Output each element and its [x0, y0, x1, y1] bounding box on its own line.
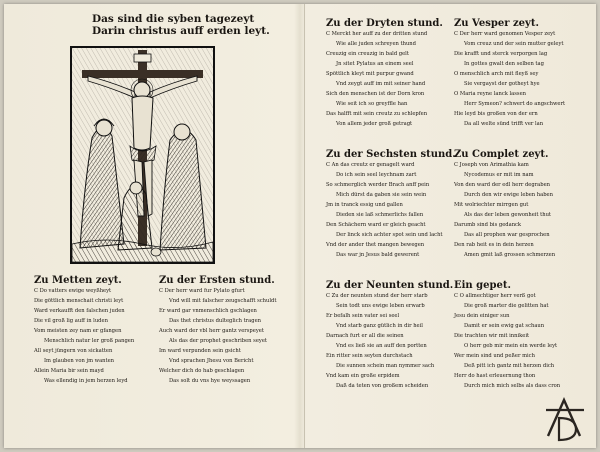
verse-line: O menschlich arch mit fleyß sey: [454, 70, 539, 77]
verse-line: Ward verkaufft den falschen juden: [34, 307, 125, 314]
verse-line: Wie alle juden schreyen thund: [336, 40, 416, 47]
verse-line: Damit er sein ewig gat schaun: [464, 322, 545, 329]
verse-block: [34, 287, 134, 387]
verse-line: Darumb sind bis gedanck: [454, 221, 522, 228]
verse-line: Vnd sprachen Jhesu von Bericht: [169, 357, 254, 364]
crucifixion-woodcut: [70, 46, 215, 264]
title-line-1: Das sind die syben tagezeyt: [92, 13, 255, 25]
verse-line: Vom creuz und der sein mutter geleyt: [464, 40, 564, 47]
verse-line: Durch mich mich selbs als dass cron: [464, 382, 561, 389]
verse-line: Als das der prophet geschriben seyet: [169, 337, 267, 344]
verse-line: Als das der leben gewonheit thut: [464, 211, 552, 218]
verse-block: [326, 161, 456, 261]
verse-line: Jn sitet Pylatus an einem seel: [336, 60, 414, 67]
title-line-2: Darin christus auff erden leyt.: [92, 25, 270, 37]
verse-line: Den rab heit es in dein herzen: [454, 241, 534, 248]
section-heading: Zu der Ersten stund.: [159, 275, 275, 286]
section-heading: Zu der Sechsten stund.: [326, 149, 456, 160]
verse-block: [326, 292, 453, 392]
verse-line: Die krafft und sterck verporgen lag: [454, 50, 548, 57]
verse-line: Hie leyd bis großen von der ern: [454, 110, 538, 117]
verse-line: C Do vatters ewige weyßheyt: [34, 288, 112, 294]
verse-line: Spöttlich kleyt mit purpur gwand: [326, 70, 414, 77]
verse-line: Darnach furt er all die seinen: [326, 332, 404, 339]
verse-line: Vom meisten zey nam er gfangen: [34, 327, 122, 334]
verse-line: Herr do hast erleuernung thon: [454, 372, 536, 379]
verse-line: Den Schächern ward er gleich geacht: [326, 221, 426, 228]
center-fold: [304, 4, 305, 448]
verse-line: Wie seit ich so greyffle han: [336, 100, 408, 107]
verse-line: Vnd will mit falscher zeugschafft schuldt: [169, 297, 277, 304]
verse-line: Herr Symeon? schwert do angschwert: [464, 100, 566, 107]
section-heading: Zu Vesper zeyt.: [454, 18, 539, 29]
section-dritte-stund: [326, 18, 443, 130]
verse-block: [454, 161, 555, 261]
monogram-ad-icon: [544, 396, 588, 442]
verse-line: O Maria reyne lanck lassen: [454, 90, 527, 97]
verse-line: Wer mein sind und peßer mich: [454, 352, 535, 359]
verse-line: Was ellendig in jem herzen leyd: [44, 377, 128, 384]
verse-line: Menschlich natur ler groß pangen: [44, 337, 135, 344]
verse-block: [454, 30, 565, 130]
verse-line: Jm in tranck essig und gallen: [326, 201, 403, 208]
verse-line: Die groß marter die gelitten hat: [464, 302, 549, 309]
verse-line: O herr geb mir mein ein werde leyt: [464, 342, 558, 349]
verse-block: [326, 30, 443, 130]
verse-line: C O allmechtiger herr verß got: [454, 293, 536, 299]
verse-line: Da all welte sünd trifft ver lan: [464, 120, 544, 127]
crucifixion-image: [72, 48, 213, 262]
section-vesper: [454, 18, 565, 130]
verse-line: Auch ward der vbl herr gantz verspeyet: [159, 327, 264, 334]
verse-line: Jesu dein einiger sun: [454, 312, 510, 319]
verse-line: Das war jn Jesus bald gewerent: [336, 251, 420, 258]
verse-line: Im glauben von jm wanten: [44, 357, 115, 364]
verse-line: Das halfft mit sein creutz zu schlepfen: [326, 110, 428, 117]
verse-line: C An das creutz er genagelt ward: [326, 162, 415, 168]
verse-line: All seyt jüngern von sickatten: [34, 347, 113, 354]
verse-line: Der linck sich achter spot sein und lacht: [336, 231, 443, 238]
section-sechste-stund: [326, 149, 456, 261]
verse-line: Er befalh sein vater sei seel: [326, 312, 400, 319]
verse-line: Das solt du vns hye weyssagen: [169, 377, 251, 384]
verse-block: [159, 287, 276, 387]
verse-line: C Joseph von Arimathia kam: [454, 162, 529, 168]
verse-line: In gottes gwalt den selben tag: [464, 60, 544, 67]
verse-line: Mit wolriechter mirrgen gut: [454, 201, 529, 208]
verse-line: Das all prophen war gesprochen: [464, 231, 550, 238]
verse-line: Vnd der ander thet mangen bewegen: [326, 241, 425, 248]
section-heading: Ein gepet.: [454, 280, 511, 291]
verse-line: Durch den wir ewige leben haben: [464, 191, 553, 198]
verse-line: Im ward verpunden sein gsicht: [159, 347, 241, 354]
verse-line: Sein todt uns ewige leben erwarb: [336, 302, 425, 309]
verse-line: C Zu der neunten stund der herr starb: [326, 293, 428, 299]
section-heading: Zu Metten zeyt.: [34, 275, 122, 286]
section-gepet: [454, 280, 560, 392]
page-title: [92, 13, 270, 37]
verse-line: C Der herr ward fur Pylato gfurt: [159, 288, 245, 294]
verse-line: Er ward gar vnmenschlich gschlagen: [159, 307, 257, 314]
verse-line: Vnd zeygt auff im mit seiner hand: [336, 80, 426, 87]
verse-line: Die trachten wir mit innikeit: [454, 332, 530, 339]
verse-line: Sie vergayst der gotheyt hye: [464, 80, 540, 87]
section-neunte-stund: [326, 280, 453, 392]
verse-line: Von allem jeder groß getragt: [336, 120, 413, 127]
verse-line: Die sunnen schein man nymmer sach: [336, 362, 435, 369]
verse-line: Das thet christus dulteglich tragen: [169, 317, 261, 324]
section-heading: Zu der Neunten stund.: [326, 280, 454, 291]
section-metten: [34, 275, 134, 387]
broadside-sheet: [4, 4, 596, 448]
verse-line: Dieden sie laß schmerlichs fallen: [336, 211, 424, 218]
verse-line: Do ich sein seel leychnam zart: [336, 171, 417, 178]
verse-line: Mich dürst da gaben sie sein wein: [336, 191, 427, 198]
verse-line: Die göttlich menschait christi leyt: [34, 297, 124, 304]
verse-line: Von den ward der edl herr degraben: [454, 181, 550, 188]
verse-line: Sich den menschen ist der Dorn kron: [326, 90, 425, 97]
verse-line: Ein ritter sein seyten durchstach: [326, 352, 413, 359]
verse-line: Vnd starb ganz gütlich in dir heil: [336, 322, 423, 329]
verse-line: C Der herr ward genomen Vesper zeyt: [454, 31, 556, 37]
verse-line: Vnd kam ein große erpidem: [326, 372, 400, 379]
durer-monogram: [544, 396, 588, 442]
verse-line: Daß da teten von großem scheiden: [336, 382, 429, 389]
verse-line: Deß pitt ich gantz mit herzen dich: [464, 362, 555, 369]
section-complet: [454, 149, 555, 261]
verse-line: Creuzig ein creuzig in bald gelt: [326, 50, 409, 57]
verse-block: [454, 292, 560, 392]
verse-line: Amen gmit laß grossen schmerzen: [464, 251, 556, 258]
verse-line: So schmerglich werder Brach anff pein: [326, 181, 430, 188]
section-heading: Zu der Dryten stund.: [326, 18, 443, 29]
section-erste-stund: [159, 275, 276, 387]
verse-line: Allein Maria bir sein mayd: [34, 367, 104, 374]
verse-line: Nycodemus er mit im nam: [464, 171, 534, 178]
verse-line: Vnd es ließ sie an auff den portten: [336, 342, 427, 349]
verse-line: Die vil groß lig auff in luden: [34, 317, 108, 324]
section-heading: Zu Complet zeyt.: [454, 149, 549, 160]
verse-line: Welcher dich do hab geschlagen: [159, 367, 245, 374]
verse-line: C Merckt her auff zu der dritten stund: [326, 31, 428, 37]
